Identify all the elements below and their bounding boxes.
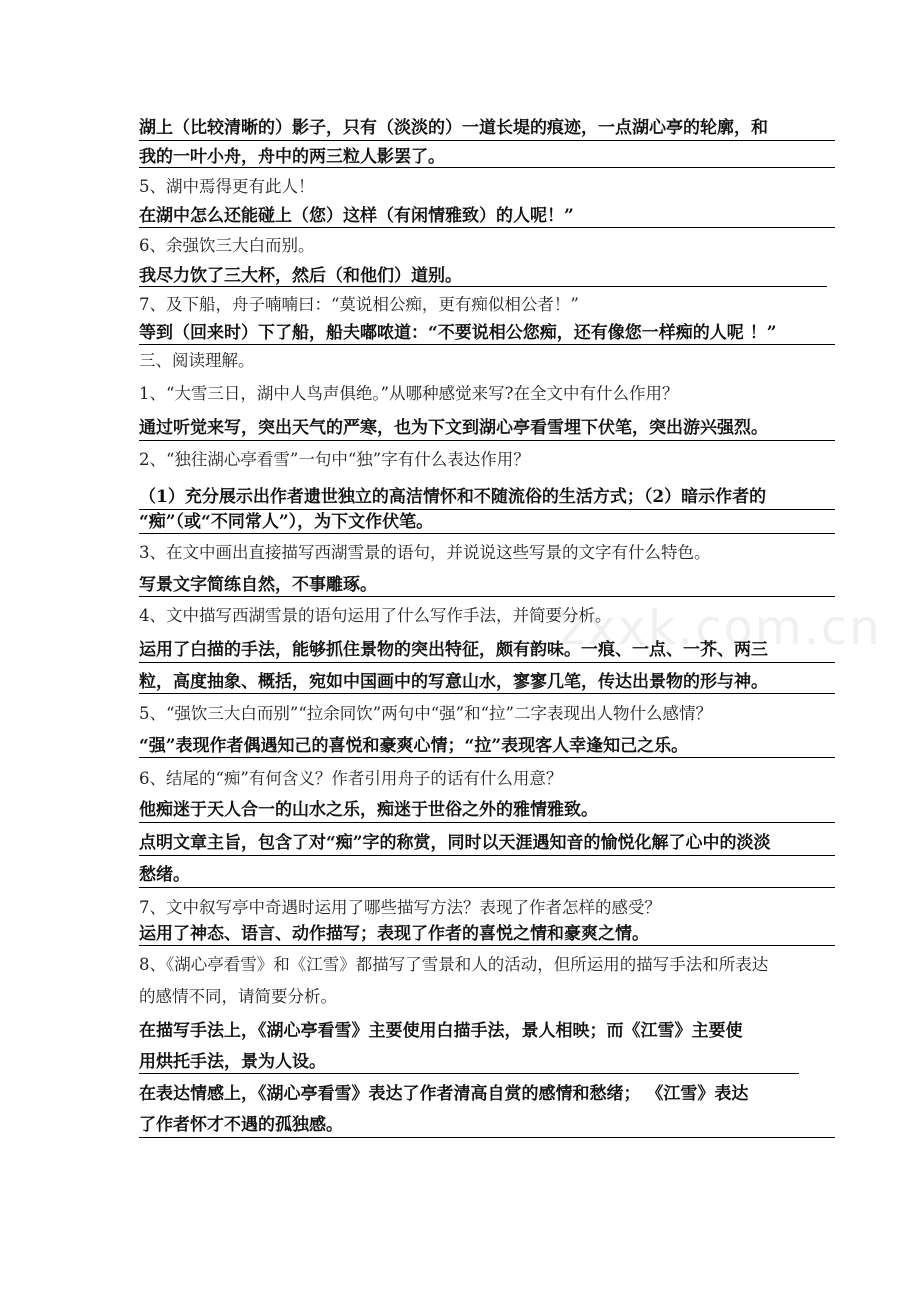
answer-line: 湖上（比较清晰的）影子，只有（淡淡的）一道长堤的痕迹，一点湖心亭的轮廓，和: [139, 118, 768, 138]
underline-rule: [139, 140, 835, 141]
underline-rule: [139, 945, 835, 946]
underline-rule: [139, 822, 835, 823]
answer-line: 我的一叶小舟，舟中的两三粒人影罢了。: [139, 147, 445, 167]
underline-rule: [139, 286, 827, 287]
question-line: 7、及下船，舟子喃喃曰：“莫说相公痴，更有痴似相公者！”: [139, 295, 579, 314]
underline-rule: [139, 596, 835, 597]
underline-rule: [139, 693, 835, 694]
answer-line: “强”表现作者偶遇知己的喜悦和豪爽心情；“拉”表现客人幸逢知己之乐。: [139, 736, 689, 756]
underline-rule: [139, 533, 835, 534]
answer-line: 粒，高度抽象、概括，宛如中国画中的写意山水，寥寥几笔，传达出景物的形与神。: [139, 672, 768, 692]
underline-rule: [139, 167, 835, 168]
answer-line: 在描写手法上，《湖心亭看雪》主要使用白描手法，景人相映；而《江雪》主要使: [139, 1021, 743, 1041]
question-line: 7、文中叙写亭中奇遇时运用了哪些描写方法？表现了作者怎样的感受？: [139, 898, 661, 917]
section-heading: 三、阅读理解。: [139, 351, 255, 370]
answer-line: 写景文字简练自然，不事雕琢。: [139, 575, 377, 595]
question-line: 2、“独往湖心亭看雪”一句中“独”字有什么表达作用？: [139, 450, 530, 469]
question-line: 6、余强饮三大白而别。: [139, 236, 315, 255]
question-line: 4、文中描写西湖雪景的语句运用了什么写作手法，并简要分析。: [139, 606, 612, 625]
answer-line: 用烘托手法，景为人设。: [139, 1052, 326, 1072]
underline-rule: [139, 887, 835, 888]
answer-line: “痴”（或“不同常人”），为下文作伏笔。: [139, 512, 434, 532]
answer-line: （1）充分展示出作者遗世独立的高洁情怀和不随流俗的生活方式；（2）暗示作者的: [139, 487, 767, 507]
answer-line: 通过听觉来写，突出天气的严寒，也为下文到湖心亭看雪埋下伏笔，突出游兴强烈。: [139, 418, 768, 438]
answer-line: 在表达情感上，《湖心亭看雪》表达了作者清高自赏的感情和愁绪； 《江雪》表达: [139, 1084, 749, 1104]
question-line: 的感情不同，请简要分析。: [139, 987, 337, 1006]
question-line: 6、结尾的“痴”有何含义？作者引用舟子的话有什么用意？: [139, 769, 563, 788]
question-line: 5、“强饮三大白而别”“拉余同饮”两句中“强”和“拉”二字表现出人物什么感情？: [139, 704, 712, 723]
answer-line: 点明文章主旨，包含了对“痴”字的称赏，同时以天涯遇知音的愉悦化解了心中的淡淡: [139, 833, 771, 853]
question-line: 5、湖中焉得更有此人！: [139, 177, 315, 196]
answer-line: 愁绪。: [139, 865, 190, 885]
answer-line: 在湖中怎么还能碰上（您）这样（有闲情雅致）的人呢！”: [139, 206, 574, 226]
answer-line: 等到（回来时）下了船，船夫嘟哝道：“不要说相公您痴，还有像您一样痴的人呢 ！”: [139, 323, 777, 343]
underline-rule: [139, 344, 835, 345]
question-line: 1、“大雪三日，湖中人鸟声俱绝。”从哪种感觉来写?在全文中有什么作用？: [139, 384, 679, 403]
answer-line: 了作者怀才不遇的孤独感。: [139, 1115, 343, 1135]
watermark: zxxk.com.cn: [560, 600, 882, 656]
answer-line: 运用了白描的手法，能够抓住景物的突出特征，颇有韵味。一痕、一点、一芥、两三: [139, 640, 768, 660]
question-line: 8、《湖心亭看雪》和《江雪》都描写了雪景和人的活动，但所运用的描写手法和所表达: [139, 955, 769, 974]
underline-rule: [139, 855, 835, 856]
answer-line: 他痴迷于天人合一的山水之乐，痴迷于世俗之外的雅情雅致。: [139, 800, 598, 820]
underline-rule: [139, 1137, 835, 1138]
question-line: 3、在文中画出直接描写西湖雪景的语句，并说说这些写景的文字有什么特色。: [139, 543, 711, 562]
underline-rule: [139, 509, 835, 510]
underline-rule: [139, 227, 835, 228]
answer-line: 运用了神态、语言、动作描写；表现了作者的喜悦之情和豪爽之情。: [139, 924, 649, 944]
underline-rule: [139, 757, 835, 758]
underline-rule: [139, 662, 835, 663]
underline-rule: [139, 1073, 799, 1074]
answer-line: 我尽力饮了三大杯，然后（和他们）道别。: [139, 266, 462, 286]
underline-rule: [139, 440, 835, 441]
